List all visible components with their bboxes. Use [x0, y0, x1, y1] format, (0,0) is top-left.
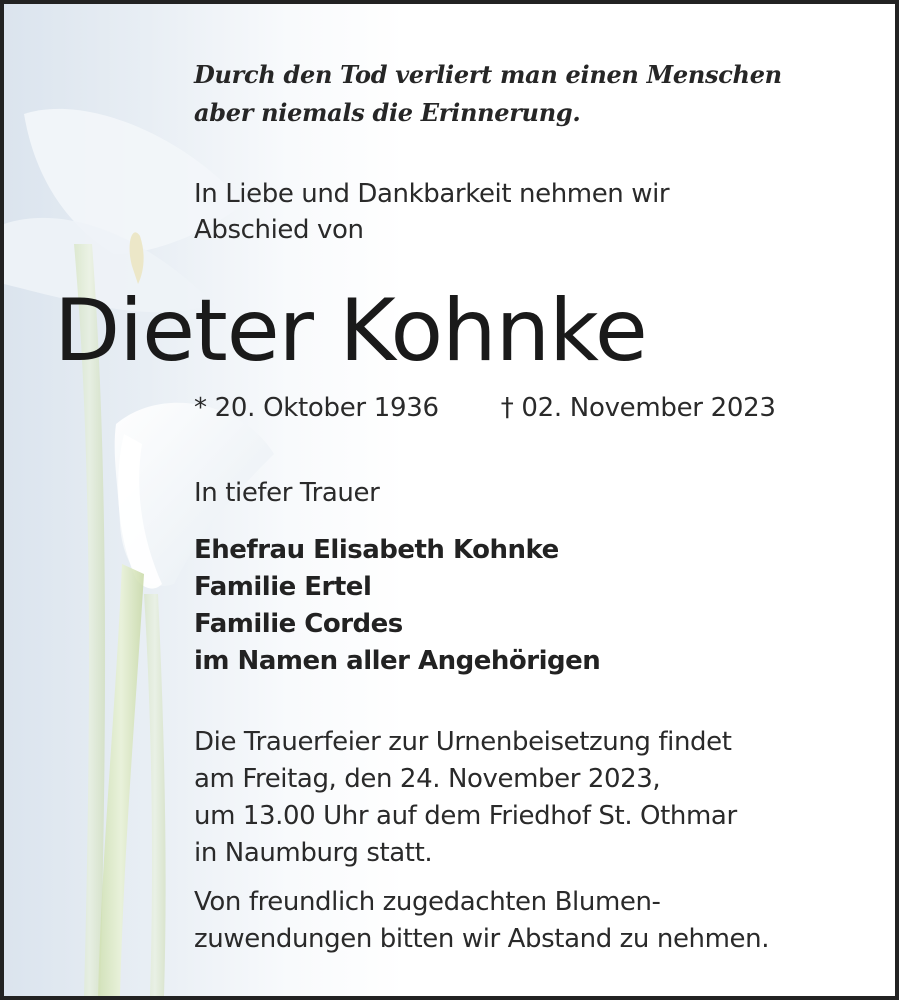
mourner-item: Ehefrau Elisabeth Kohnke [194, 535, 559, 565]
mourning-heading: In tiefer Trauer [194, 478, 380, 508]
mourner-item: im Namen aller Angehörigen [194, 646, 601, 676]
farewell-intro [194, 176, 669, 248]
mourners-list [194, 532, 600, 680]
quote-line: Durch den Tod verliert man einen Menschen [194, 60, 782, 89]
ceremony-line: in Naumburg statt. [194, 838, 433, 868]
ceremony-line: Die Trauerfeier zur Urnenbeisetzung findet [194, 727, 732, 757]
ceremony-details [194, 724, 737, 872]
deceased-name: Dieter Kohnke [54, 281, 647, 381]
mourner-item: Familie Ertel [194, 572, 372, 602]
flowers-line: zuwendungen bitten wir Abstand zu nehmen. [194, 924, 770, 954]
flowers-line: Von freundlich zugedachten Blumen- [194, 887, 661, 917]
memorial-quote [194, 56, 782, 132]
ceremony-line: um 13.00 Uhr auf dem Friedhof St. Othmar [194, 801, 737, 831]
intro-line: In Liebe und Dankbarkeit nehmen wir [194, 179, 670, 209]
life-dates [194, 390, 776, 426]
ceremony-line: am Freitag, den 24. November 2023, [194, 764, 661, 794]
flowers-note [194, 884, 769, 958]
death-date: † 02. November 2023 [500, 393, 776, 423]
mourner-item: Familie Cordes [194, 609, 403, 639]
intro-line: Abschied von [194, 215, 364, 245]
birth-date: * 20. Oktober 1936 [194, 393, 439, 423]
quote-line: aber niemals die Erinnerung. [194, 98, 581, 127]
